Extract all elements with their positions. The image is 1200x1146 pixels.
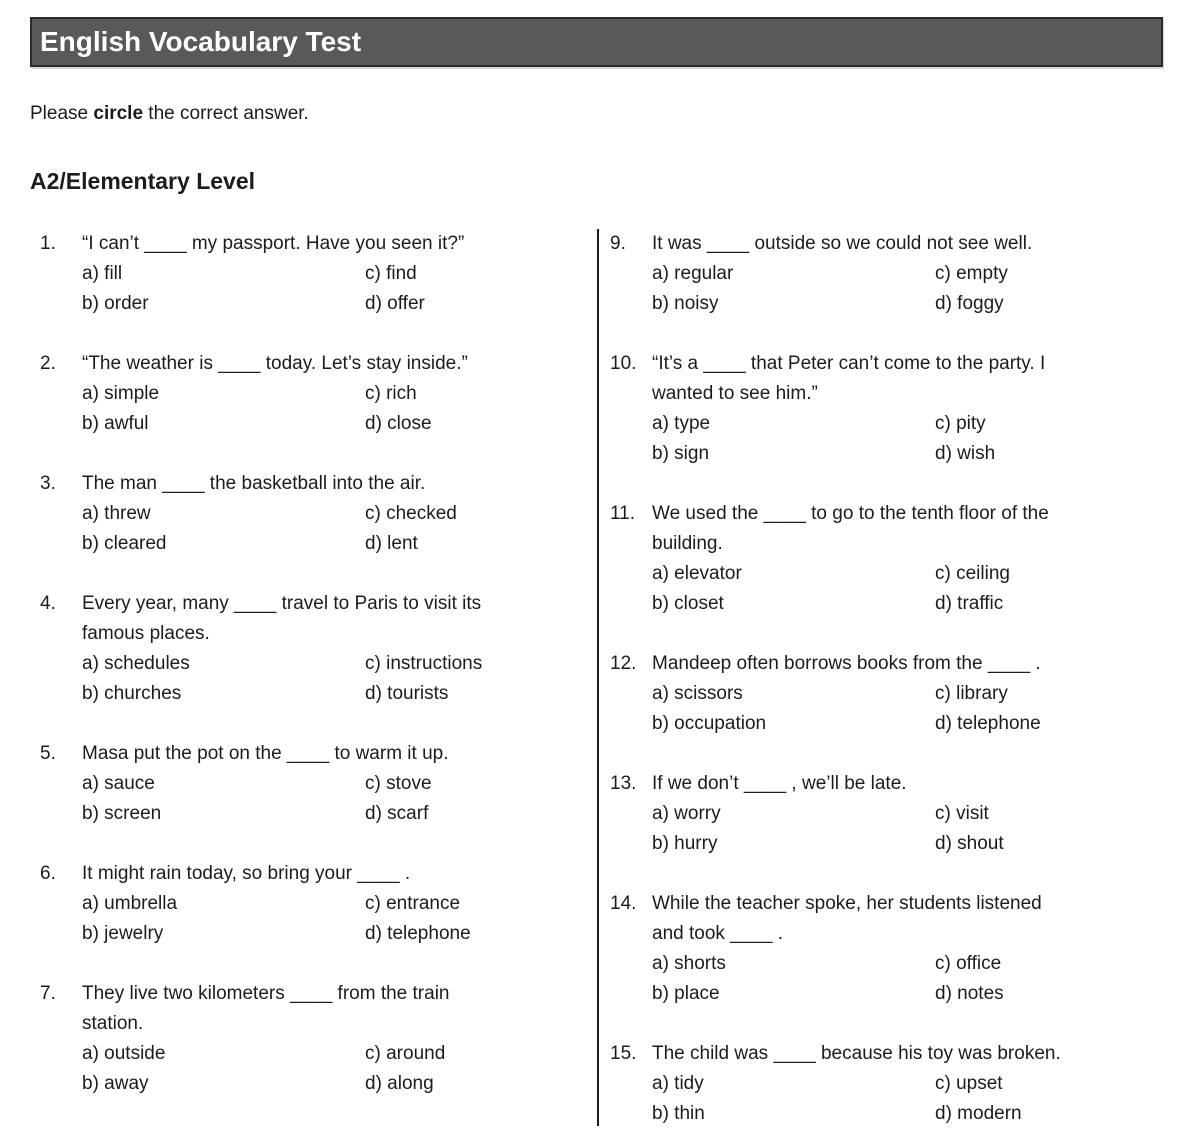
question-options bbox=[652, 409, 1200, 469]
question bbox=[40, 739, 610, 829]
option-a[interactable]: a) elevator bbox=[652, 563, 742, 584]
option-c[interactable]: c) visit bbox=[935, 803, 989, 824]
question-text-line: We used the ____ to go to the tenth floor of the bbox=[652, 503, 1049, 524]
option-c[interactable]: c) around bbox=[365, 1043, 446, 1064]
option-d[interactable]: d) notes bbox=[935, 983, 1004, 1004]
question-number: 1. bbox=[40, 233, 56, 254]
option-b[interactable]: b) awful bbox=[82, 413, 149, 434]
question-text-line: Masa put the pot on the ____ to warm it up. bbox=[82, 743, 449, 764]
question bbox=[40, 469, 610, 559]
instruction-bold-word: circle bbox=[93, 103, 144, 124]
question-options bbox=[82, 889, 610, 949]
question bbox=[610, 889, 1200, 1009]
question-options bbox=[652, 679, 1200, 739]
question bbox=[40, 589, 610, 709]
question-text bbox=[652, 889, 1200, 949]
question-options bbox=[652, 949, 1200, 1009]
page-title-banner bbox=[30, 17, 1163, 67]
document-page bbox=[0, 17, 1200, 1126]
question bbox=[40, 229, 610, 319]
question-text bbox=[82, 469, 610, 499]
question-options bbox=[652, 1069, 1200, 1126]
question-text-line: “The weather is ____ today. Let’s stay inside.” bbox=[82, 353, 468, 374]
page-title: English Vocabulary Test bbox=[40, 26, 362, 57]
option-d[interactable]: d) scarf bbox=[365, 803, 429, 824]
option-d[interactable]: d) traffic bbox=[935, 593, 1004, 614]
option-c[interactable]: c) rich bbox=[365, 383, 417, 404]
question bbox=[610, 229, 1200, 319]
option-a[interactable]: a) outside bbox=[82, 1043, 166, 1064]
question-number: 3. bbox=[40, 473, 56, 494]
question-text bbox=[652, 349, 1200, 409]
option-b[interactable]: b) jewelry bbox=[82, 923, 164, 944]
question-number: 6. bbox=[40, 863, 56, 884]
question-number: 4. bbox=[40, 593, 56, 614]
question-number: 2. bbox=[40, 353, 56, 374]
option-c[interactable]: c) pity bbox=[935, 413, 986, 434]
question-text-line: station. bbox=[82, 1013, 144, 1034]
option-b[interactable]: b) away bbox=[82, 1073, 149, 1094]
question-options bbox=[82, 649, 610, 709]
question-text bbox=[82, 979, 610, 1039]
option-a[interactable]: a) simple bbox=[82, 383, 160, 404]
question-text-line: Every year, many ____ travel to Paris to visit its bbox=[82, 593, 482, 614]
question-body bbox=[82, 589, 610, 709]
questions-column-left bbox=[40, 229, 610, 1126]
question-options bbox=[652, 799, 1200, 859]
question-body bbox=[82, 859, 610, 949]
question-text bbox=[652, 1039, 1200, 1069]
question bbox=[40, 349, 610, 439]
option-b[interactable]: b) churches bbox=[82, 683, 182, 704]
question-text-line: It was ____ outside so we could not see well. bbox=[652, 233, 1033, 254]
option-a[interactable]: a) threw bbox=[82, 503, 151, 524]
question-options bbox=[82, 499, 610, 559]
option-d[interactable]: d) lent bbox=[365, 533, 418, 554]
question-body bbox=[652, 1039, 1200, 1126]
instruction-post: the correct answer. bbox=[143, 103, 309, 124]
question bbox=[610, 349, 1200, 469]
question-text-line: and took ____ . bbox=[652, 923, 783, 944]
question-body bbox=[652, 349, 1200, 469]
question-options bbox=[82, 379, 610, 439]
question bbox=[40, 979, 610, 1099]
question-options bbox=[652, 559, 1200, 619]
option-c[interactable]: c) checked bbox=[365, 503, 457, 524]
question-body bbox=[652, 499, 1200, 619]
option-a[interactable]: a) schedules bbox=[82, 653, 190, 674]
option-b[interactable]: b) screen bbox=[82, 803, 162, 824]
question-text bbox=[82, 859, 610, 889]
question bbox=[610, 1039, 1200, 1126]
option-b[interactable]: b) closet bbox=[652, 593, 724, 614]
option-a[interactable]: a) fill bbox=[82, 263, 123, 284]
option-c[interactable]: c) empty bbox=[935, 263, 1008, 284]
option-c[interactable]: c) upset bbox=[935, 1073, 1003, 1094]
option-a[interactable]: a) tidy bbox=[652, 1073, 704, 1094]
questions-column-right bbox=[610, 229, 1200, 1126]
question-number: 7. bbox=[40, 983, 56, 1004]
option-b[interactable]: b) hurry bbox=[652, 833, 718, 854]
question-number: 14. bbox=[610, 893, 637, 914]
question-number: 15. bbox=[610, 1043, 637, 1064]
option-c[interactable]: c) entrance bbox=[365, 893, 461, 914]
question-body bbox=[652, 229, 1200, 319]
option-d[interactable]: d) shout bbox=[935, 833, 1004, 854]
option-d[interactable]: d) telephone bbox=[365, 923, 471, 944]
question-options bbox=[82, 259, 610, 319]
question-text bbox=[82, 739, 610, 769]
question-options bbox=[652, 259, 1200, 319]
option-d[interactable]: d) along bbox=[365, 1073, 434, 1094]
question-options bbox=[82, 1039, 610, 1099]
option-b[interactable]: b) place bbox=[652, 983, 720, 1004]
question-text-line: It might rain today, so bring your ____ . bbox=[82, 863, 411, 884]
question-body bbox=[82, 229, 610, 319]
question-body bbox=[652, 889, 1200, 1009]
question-text-line: The child was ____ because his toy was broken. bbox=[652, 1043, 1061, 1064]
question-body bbox=[652, 769, 1200, 859]
instruction-pre: Please bbox=[30, 103, 94, 124]
question-text bbox=[82, 589, 610, 649]
option-c[interactable]: c) instructions bbox=[365, 653, 483, 674]
question bbox=[40, 859, 610, 949]
question-text bbox=[82, 229, 610, 259]
question-text-line: Mandeep often borrows books from the ____ . bbox=[652, 653, 1041, 674]
option-d[interactable]: d) close bbox=[365, 413, 432, 434]
option-d[interactable]: d) wish bbox=[935, 443, 996, 464]
question-number: 10. bbox=[610, 353, 637, 374]
option-b[interactable]: b) cleared bbox=[82, 533, 167, 554]
section-title: A2/Elementary Level bbox=[30, 168, 256, 194]
question-number: 13. bbox=[610, 773, 637, 794]
question-text-line: building. bbox=[652, 533, 723, 554]
question-text-line: “It’s a ____ that Peter can’t come to the party. I bbox=[652, 353, 1046, 374]
option-b[interactable]: b) order bbox=[82, 293, 149, 314]
question-text-line: famous places. bbox=[82, 623, 210, 644]
option-c[interactable]: c) stove bbox=[365, 773, 432, 794]
question-body bbox=[82, 979, 610, 1099]
option-d[interactable]: d) tourists bbox=[365, 683, 449, 704]
option-a[interactable]: a) umbrella bbox=[82, 893, 178, 914]
question-text-line: While the teacher spoke, her students listened bbox=[652, 893, 1042, 914]
option-a[interactable]: a) worry bbox=[652, 803, 721, 824]
question-text-line: wanted to see him.” bbox=[652, 383, 818, 404]
question-text bbox=[652, 769, 1200, 799]
question-number: 11. bbox=[610, 503, 636, 524]
question-body bbox=[82, 739, 610, 829]
option-c[interactable]: c) library bbox=[935, 683, 1008, 704]
column-divider bbox=[597, 229, 599, 1126]
option-a[interactable]: a) sauce bbox=[82, 773, 155, 794]
option-a[interactable]: a) type bbox=[652, 413, 711, 434]
option-d[interactable]: d) foggy bbox=[935, 293, 1004, 314]
question-number: 9. bbox=[610, 233, 626, 254]
option-c[interactable]: c) office bbox=[935, 953, 1002, 974]
question bbox=[610, 499, 1200, 619]
question-number: 12. bbox=[610, 653, 637, 674]
option-b[interactable]: b) occupation bbox=[652, 713, 767, 734]
question-body bbox=[82, 349, 610, 439]
question-text bbox=[652, 649, 1200, 679]
instruction bbox=[30, 101, 1200, 127]
question bbox=[610, 649, 1200, 739]
question-text bbox=[652, 229, 1200, 259]
option-d[interactable]: d) modern bbox=[935, 1103, 1022, 1124]
question-text bbox=[652, 499, 1200, 559]
question-options bbox=[82, 769, 610, 829]
question-text-line: They live two kilometers ____ from the train bbox=[82, 983, 450, 1004]
questions-area bbox=[0, 229, 1200, 1126]
option-c[interactable]: c) find bbox=[365, 263, 417, 284]
question-text-line: “I can’t ____ my passport. Have you seen it?” bbox=[82, 233, 465, 254]
question-number: 5. bbox=[40, 743, 56, 764]
question-body bbox=[82, 469, 610, 559]
question bbox=[610, 769, 1200, 859]
option-b[interactable]: b) thin bbox=[652, 1103, 705, 1124]
question-text-line: If we don’t ____ , we’ll be late. bbox=[652, 773, 907, 794]
option-d[interactable]: d) offer bbox=[365, 293, 425, 314]
question-body bbox=[652, 649, 1200, 739]
option-b[interactable]: b) noisy bbox=[652, 293, 719, 314]
option-b[interactable]: b) sign bbox=[652, 443, 710, 464]
option-a[interactable]: a) scissors bbox=[652, 683, 743, 704]
option-c[interactable]: c) ceiling bbox=[935, 563, 1010, 584]
option-a[interactable]: a) regular bbox=[652, 263, 734, 284]
question-text-line: The man ____ the basketball into the air. bbox=[82, 473, 426, 494]
question-text bbox=[82, 349, 610, 379]
option-a[interactable]: a) shorts bbox=[652, 953, 726, 974]
option-d[interactable]: d) telephone bbox=[935, 713, 1041, 734]
